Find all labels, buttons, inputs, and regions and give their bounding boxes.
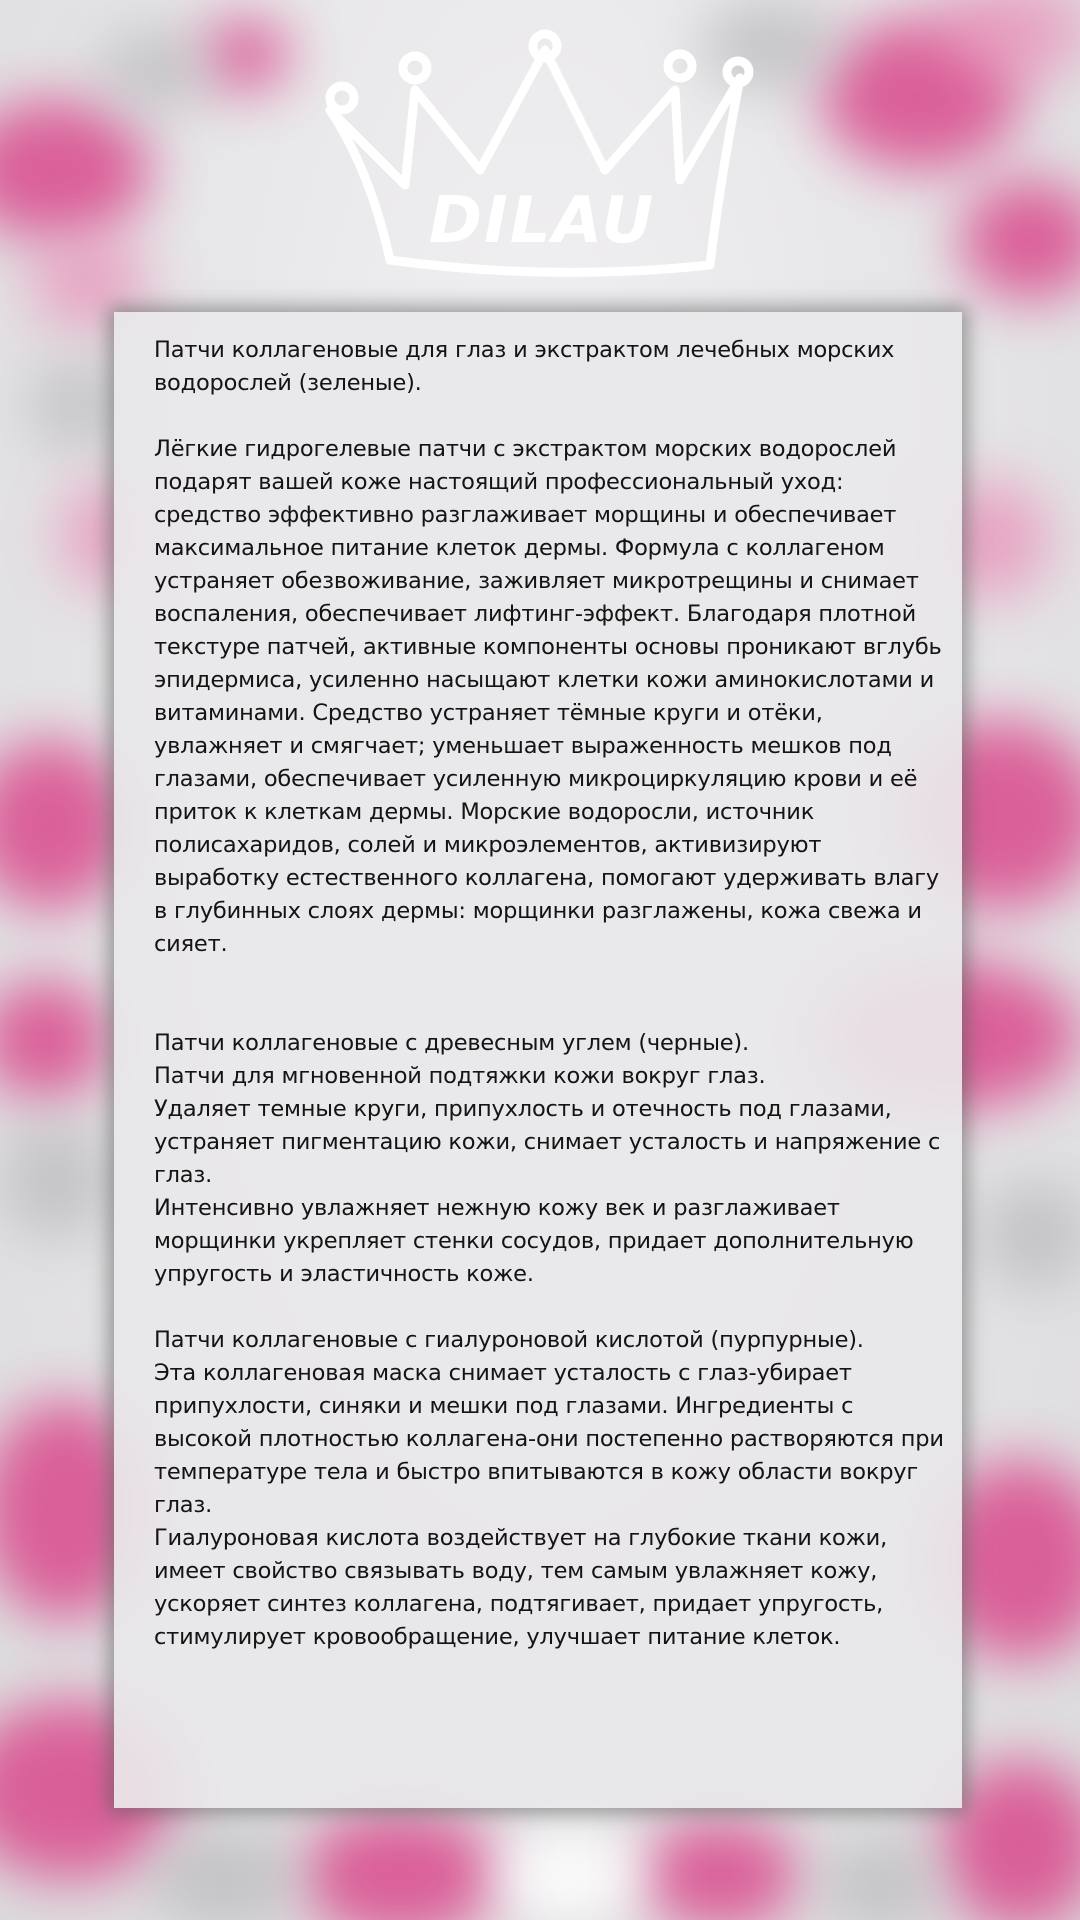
background-blob	[200, 20, 290, 90]
background-blob	[960, 180, 1080, 300]
background-blob	[980, 1180, 1080, 1290]
green-patches-title: Патчи коллагеновые для глаз и экстрактом лечебных морских водорослей (зеленые).	[154, 337, 902, 396]
black-patches-line: Удаляет темные круги, припухлость и отечность под глазами, устраняет пигментацию кожи, снимает усталость и напряжение с глаз.	[154, 1096, 948, 1188]
green-patches-body: Лёгкие гидрогелевые патчи с экстрактом морских водорослей подарят вашей коже настоящий профессиональный уход: средство эффективно разглаживает морщины и обеспечивает максимальное питание клеток дермы. Формула с коллагеном устраняет обезвоживание, заживляет микротрещины и снимает воспаления, обеспечивает лифтинг-эффект. Благодаря плотной текстуре патчей, активные компоненты основы проникают вглубь эпидермиса, усиленно насыщают клетки кожи аминокислотами и витаминами. Средство устраняет тёмные круги и отёки, увлажняет и смягчает; уменьшает выраженность мешков под глазами, обеспечивает усиленную микроциркуляцию крови и её приток к клеткам дермы. Морские водоросли, источник полисахаридов, солей и микроэлементов, активизируют выработку естественного коллагена, помогают удерживать влагу в глубинных слоях дермы: морщинки разглажены, кожа свежа и сияет.	[154, 436, 949, 957]
black-patches-line: Интенсивно увлажняет нежную кожу век и разглаживает морщинки укрепляет стенки сосудов, придает дополнительную упругость и эластичность коже.	[154, 1195, 921, 1287]
background-blob	[500, 1830, 640, 1920]
black-patches-line: Патчи для мгновенной подтяжки кожи вокруг глаз.	[154, 1063, 766, 1089]
background-blob	[0, 100, 150, 240]
background-blob	[30, 360, 120, 450]
logo-text: DILAU	[428, 184, 656, 258]
purple-patches-title: Патчи коллагеновые с гиалуроновой кислотой (пурпурные).	[154, 1327, 864, 1353]
black-patches-title: Патчи коллагеновые с древесным углем (черные).	[154, 1030, 749, 1056]
background-blob	[100, 30, 210, 110]
background-blob	[640, 1820, 800, 1920]
purple-patches-line: Эта коллагеновая маска снимает усталость с глаз-убирает припухлости, синяки и мешки под глазами. Ингредиенты с высокой плотностью коллагена-они постепенно растворяются при температуре тела и быстро впитываются в кожу области вокруг глаз.	[154, 1360, 951, 1518]
background-blob	[0, 740, 130, 910]
description-text	[154, 334, 951, 1654]
description-panel	[114, 312, 962, 1808]
purple-patches-line: Гиалуроновая кислота воздействует на глубокие ткани кожи, имеет свойство связывать воду, тем самым увлажняет кожу, ускоряет синтез коллагена, подтягивает, придает упругость, стимулирует кровообращение, улучшает питание клеток.	[154, 1525, 894, 1650]
background-blob	[300, 1810, 500, 1920]
background-blob	[0, 980, 110, 1100]
crown-icon	[310, 20, 770, 290]
background-blob	[150, 1830, 300, 1920]
background-blob	[820, 1840, 940, 1920]
background-blob	[0, 1120, 110, 1240]
